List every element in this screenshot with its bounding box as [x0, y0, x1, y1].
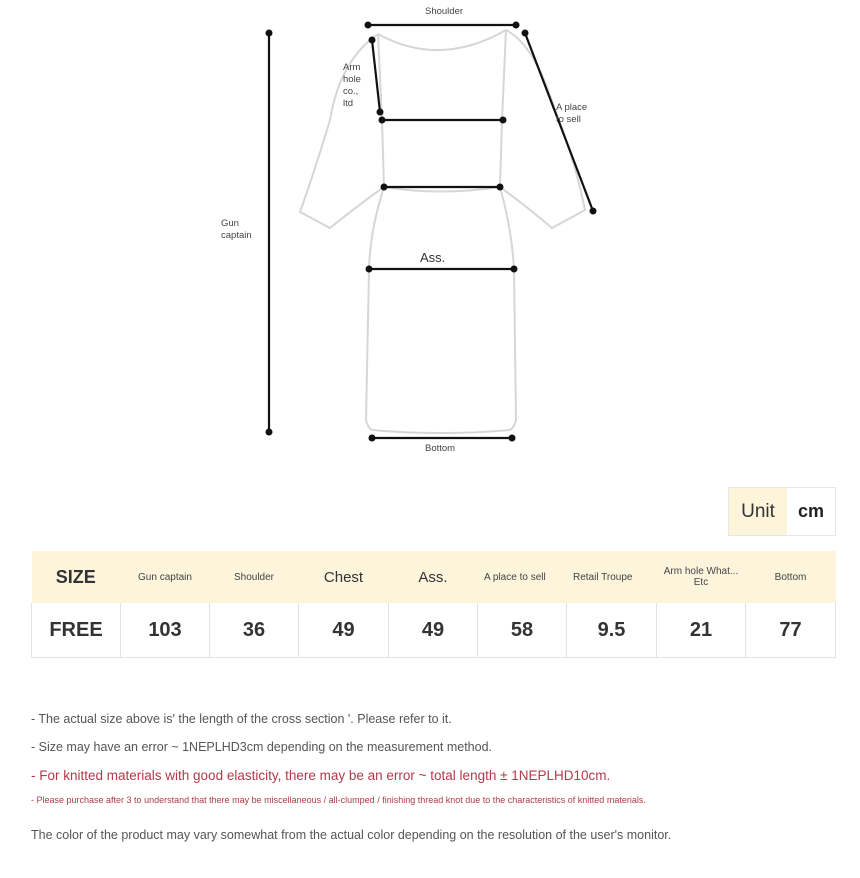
size-table — [31, 551, 836, 658]
unit-value: cm — [797, 501, 824, 521]
header-sleeve: A place to sell — [478, 551, 567, 603]
armhole-label: Arm hole co., ltd — [343, 62, 361, 109]
cell-size: FREE — [32, 603, 121, 658]
note-color-variance: The color of the product may vary somewhat from the actual color depending on the resolution of the user's monitor. — [31, 828, 672, 842]
note-knit-thread: - Please purchase after 3 to understand that there may be miscellaneous / all-clumped / finishing thread knot due to the characteristics of knitted materials. — [31, 795, 646, 805]
cell-shoulder: 36 — [210, 603, 299, 658]
cell-length: 103 — [121, 603, 210, 658]
shoulder-label: Shoulder — [425, 6, 464, 17]
bottom-label: Bottom — [425, 443, 456, 454]
sleeve-label: A place to sell — [556, 102, 588, 125]
header-shoulder: Shoulder — [210, 551, 299, 603]
length-label: Gun captain — [221, 218, 252, 241]
header-bottom: Bottom — [746, 551, 836, 603]
cell-chest: 49 — [299, 603, 389, 658]
hip-label: Ass. — [420, 250, 446, 265]
cell-hip: 49 — [389, 603, 478, 658]
header-chest: Chest — [299, 551, 389, 603]
header-hip: Ass. — [389, 551, 478, 603]
header-length: Gun captain — [121, 551, 210, 603]
cell-sleeve: 58 — [478, 603, 567, 658]
table-row — [32, 603, 836, 658]
measurement-lines — [269, 25, 593, 438]
note-cross-section: - The actual size above is' the length of the cross section '. Please refer to it. — [31, 712, 452, 726]
unit-indicator — [728, 487, 836, 536]
header-size: SIZE — [32, 551, 121, 603]
note-knit-elasticity: - For knitted materials with good elasticity, there may be an error ~ total length ± 1NEPLHD10cm. — [31, 768, 611, 783]
header-retail-troupe: Retail Troupe — [567, 551, 657, 603]
note-measurement-error: - Size may have an error ~ 1NEPLHD3cm depending on the measurement method. — [31, 740, 493, 754]
cell-bottom: 77 — [746, 603, 836, 658]
cell-armhole: 21 — [657, 603, 746, 658]
unit-label: Unit — [729, 488, 787, 535]
cell-retail-troupe: 9.5 — [567, 603, 657, 658]
table-header-row — [32, 551, 836, 603]
header-armhole: Arm hole What... Etc — [657, 551, 746, 603]
